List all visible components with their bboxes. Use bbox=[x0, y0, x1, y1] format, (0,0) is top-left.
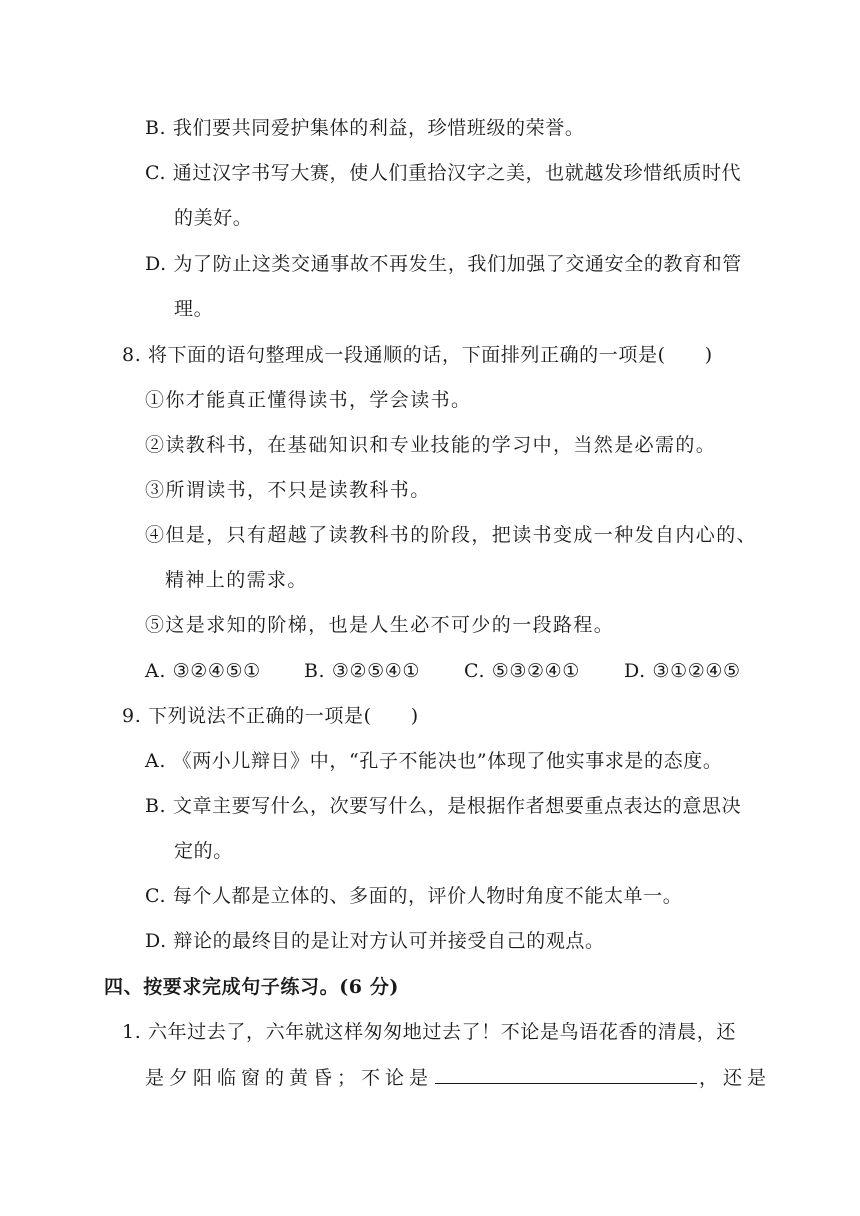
answer-blank[interactable] bbox=[435, 1063, 697, 1084]
s4-q1-text-before-blank: 是夕阳临窗的黄昏；不论是 bbox=[145, 1067, 434, 1089]
q7-option-d-line1: D. 为了防止这类交通事故不再发生，我们加强了交通安全的教育和管 bbox=[145, 253, 742, 275]
q7-option-b: B. 我们要共同爱护集体的利益，珍惜班级的荣誉。 bbox=[145, 117, 585, 139]
q9-option-a: A. 《两小儿辩日》中，“孔子不能决也”体现了他实事求是的态度。 bbox=[145, 750, 723, 772]
q9-stem: 9. 下列说法不正确的一项是( ) bbox=[122, 705, 419, 727]
s4-q1-text-after-blank: ，还是 bbox=[699, 1067, 772, 1089]
q9-option-c: C. 每个人都是立体的、多面的，评价人物时角度不能太单一。 bbox=[145, 885, 683, 907]
s4-q1-line2 bbox=[145, 1063, 771, 1092]
q8-option-b: B. ③②⑤④① bbox=[304, 660, 421, 682]
q9-option-b-line2: 定的。 bbox=[174, 840, 233, 862]
q7-option-c-line1: C. 通过汉字书写大赛，使人们重拾汉字之美，也就越发珍惜纸质时代 bbox=[145, 162, 742, 184]
s4-q1-line1: 1. 六年过去了，六年就这样匆匆地过去了！不论是鸟语花香的清晨，还 bbox=[122, 1021, 736, 1043]
q8-sentence-4-line2: 精神上的需求。 bbox=[165, 569, 308, 591]
q8-sentence-5: ⑤这是求知的阶梯，也是人生必不可少的一段路程。 bbox=[145, 614, 615, 636]
section-4-heading: 四、按要求完成句子练习。(6 分) bbox=[104, 976, 400, 998]
q7-option-d-line2: 理。 bbox=[174, 298, 214, 320]
q7-option-c-line2: 的美好。 bbox=[174, 207, 253, 229]
q9-option-b-line1: B. 文章主要写什么，次要写什么，是根据作者想要重点表达的意思决 bbox=[145, 795, 742, 817]
q8-sentence-1: ①你才能真正懂得读书，学会读书。 bbox=[145, 389, 472, 411]
q8-sentence-4-line1: ④但是，只有超越了读教科书的阶段，把读书变成一种发自内心的、 bbox=[145, 524, 758, 546]
q8-option-a: A. ③②④⑤① bbox=[145, 660, 261, 682]
q9-option-d: D. 辩论的最终目的是让对方认可并接受自己的观点。 bbox=[145, 930, 605, 952]
q8-sentence-3: ③所谓读书，不只是读教科书。 bbox=[145, 479, 431, 501]
q8-option-c: C. ⑤③②④① bbox=[464, 660, 580, 682]
q8-sentence-2: ②读教科书，在基础知识和专业技能的学习中，当然是必需的。 bbox=[145, 434, 717, 456]
q8-option-d: D. ③①②④⑤ bbox=[624, 660, 741, 682]
q8-stem: 8. 将下面的语句整理成一段通顺的话，下面排列正确的一项是( ) bbox=[122, 344, 713, 366]
